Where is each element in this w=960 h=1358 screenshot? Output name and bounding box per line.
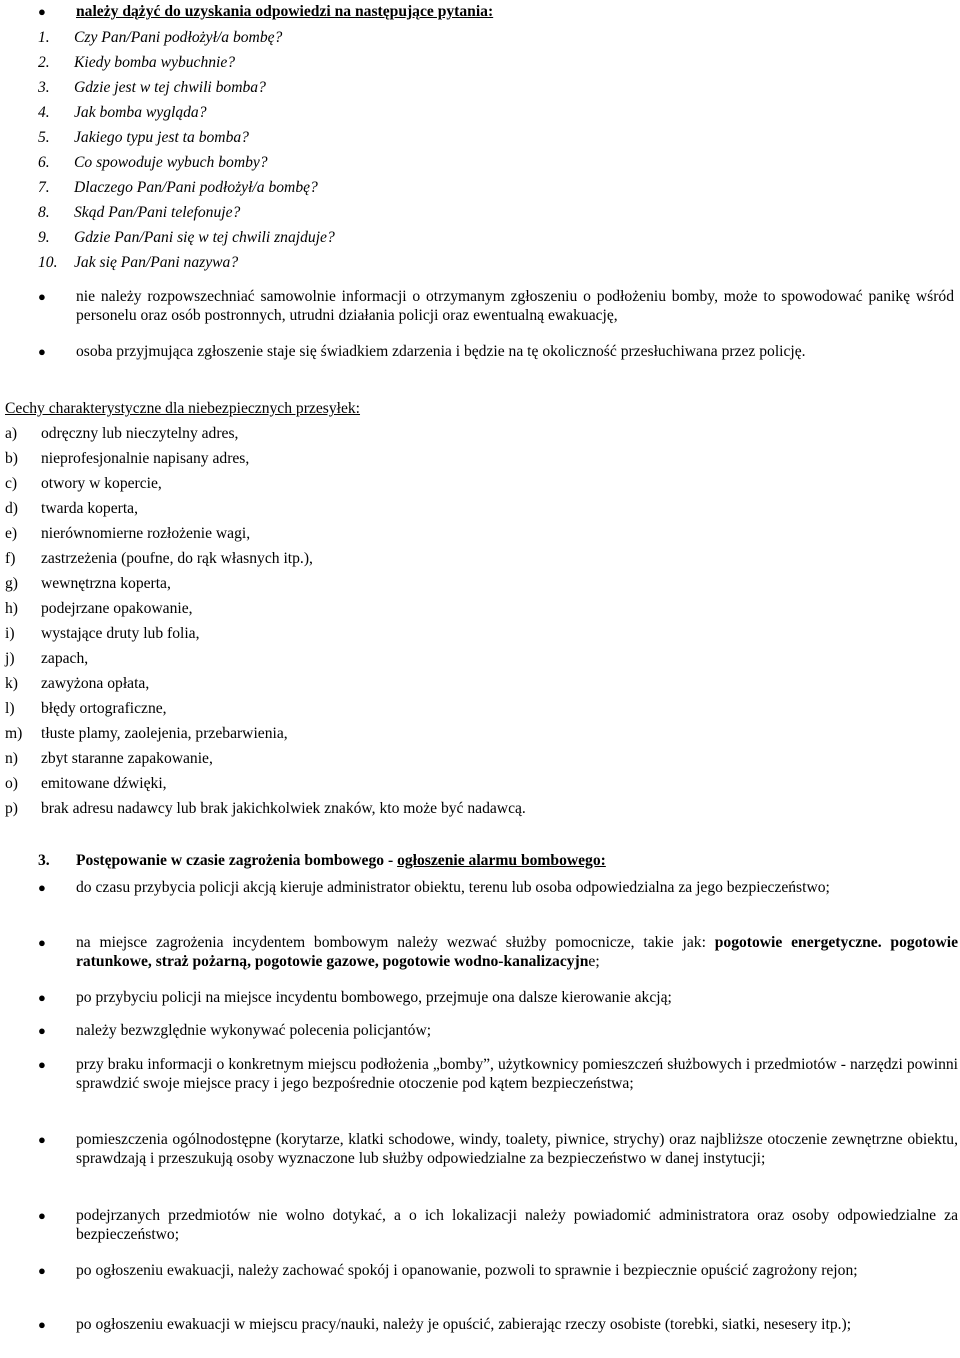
feature-k: k) zawyżona opłata,: [5, 675, 150, 692]
bullet-icon: ●: [38, 1057, 46, 1072]
feature-n: n) zbyt staranne zapakowanie,: [5, 750, 213, 767]
feature-o: o) emitowane dźwięki,: [5, 775, 167, 792]
s3-bullet-7: ● podejrzanych przedmiotów nie wolno dotykać, a o ich lokalizacji należy powiadomić administratora oraz osoby odpowiedzialne za bezpieczeństwo;: [38, 1207, 958, 1243]
s3-bullet-3: ● po przybyciu policji na miejsce incydentu bombowego, przejmuje ona dalsze kierowanie akcją;: [38, 989, 672, 1006]
bullet-icon: ●: [38, 289, 46, 304]
question-1: 1. Czy Pan/Pani podłożył/a bombę?: [38, 29, 283, 46]
question-5: 5. Jakiego typu jest ta bomba?: [38, 129, 249, 146]
bullet-icon: ●: [38, 935, 46, 950]
feature-g: g) wewnętrzna koperta,: [5, 575, 171, 592]
s3-bullet-4: ● należy bezwzględnie wykonywać polecenia policjantów;: [38, 1022, 432, 1039]
question-7: 7. Dlaczego Pan/Pani podłożył/a bombę?: [38, 179, 318, 196]
feature-l: l) błędy ortograficzne,: [5, 700, 167, 717]
question-8: 8. Skąd Pan/Pani telefonuje?: [38, 204, 241, 221]
question-4: 4. Jak bomba wygląda?: [38, 104, 207, 121]
feature-m: m) tłuste plamy, zaolejenia, przebarwienia,: [5, 725, 288, 742]
bullet-icon: ●: [38, 990, 46, 1005]
s3-bullet-2: ● na miejsce zagrożenia incydentem bombowym należy wezwać służby pomocnicze, takie jak: pogotowie energetyczne. pogotowie ratunkowe, straż pożarną, pogotowie gazowe, pogotowie wodno-kanalizacyjne;: [38, 934, 958, 970]
section-title-underlined: ogłoszenie alarmu bombowego:: [397, 852, 606, 869]
bullet-icon: ●: [38, 880, 46, 895]
features-heading: Cechy charakterystyczne dla niebezpiecznych przesyłek:: [5, 400, 361, 417]
feature-f: f) zastrzeżenia (poufne, do rąk własnych itp.),: [5, 550, 313, 567]
bullet-icon: ●: [38, 1263, 46, 1278]
feature-j: j) zapach,: [5, 650, 89, 667]
section-number: 3.: [38, 852, 50, 869]
bullet-icon: ●: [38, 344, 46, 359]
feature-b: b) nieprofesjonalnie napisany adres,: [5, 450, 250, 467]
bullet-icon: ●: [38, 1132, 46, 1147]
feature-p: p) brak adresu nadawcy lub brak jakichkolwiek znaków, kto może być nadawcą.: [5, 800, 526, 817]
question-3: 3. Gdzie jest w tej chwili bomba?: [38, 79, 266, 96]
feature-i: i) wystające druty lub folia,: [5, 625, 200, 642]
feature-c: c) otwory w kopercie,: [5, 475, 162, 492]
s3-bullet-6: ● pomieszczenia ogólnodostępne (korytarze, klatki schodowe, windy, toalety, piwnice, strychy) oraz najbliższe otoczenie zewnętrzne obiektu, sprawdzają i przeszukują osoby wyznaczone lub służby odpowiedzialne za bezpieczeństwo w danej instytucji;: [38, 1131, 958, 1167]
bullet-icon: ●: [38, 1023, 46, 1038]
bullet-icon: ●: [38, 1317, 46, 1332]
call-bullet-1: ● nie należy rozpowszechniać samowolnie informacji o otrzymanym zgłoszeniu o podłożeniu bomby, może to spowodować panikę wśród personelu oraz osób postronnych, utrudni działania policji oraz ewentualną ewakuację,: [38, 288, 954, 324]
s3-bullet-1: ● do czasu przybycia policji akcją kieruje administrator obiektu, terenu lub osoba odpowiedzialna za jego bezpieczeństwo;: [38, 879, 830, 896]
section-3-heading: [38, 851, 606, 870]
feature-d: d) twarda koperta,: [5, 500, 138, 517]
feature-a: a) odręczny lub nieczytelny adres,: [5, 425, 239, 442]
s3-bullet-9: ● po ogłoszeniu ewakuacji w miejscu pracy/nauki, należy je opuścić, zabierając rzeczy osobiste (torebki, siatki, nesesery itp.);: [38, 1316, 852, 1333]
bullet-icon: ●: [38, 4, 46, 19]
call-bullet-2: ● osoba przyjmująca zgłoszenie staje się świadkiem zdarzenia i będzie na tę okoliczność przesłuchiwana przez policję.: [38, 343, 806, 360]
intro-bullet: [38, 2, 938, 21]
question-2: 2. Kiedy bomba wybuchnie?: [38, 54, 236, 71]
feature-e: e) nierównomierne rozłożenie wagi,: [5, 525, 251, 542]
bullet-icon: ●: [38, 1208, 46, 1223]
intro-text: należy dążyć do uzyskania odpowiedzi na następujące pytania:: [76, 3, 494, 20]
s3-bullet-5: ● przy braku informacji o konkretnym miejscu podłożenia „bomby”, użytkownicy pomieszczeń służbowych i przedmiotów - narzędzi powinni sprawdzić swoje miejsce pracy i jego bezpośrednie otoczenie pod kątem bezpieczeństwa;: [38, 1056, 958, 1092]
section-title: Postępowanie w czasie zagrożenia bombowego -: [76, 852, 398, 869]
question-9: 9. Gdzie Pan/Pani się w tej chwili znajduje?: [38, 229, 335, 246]
feature-h: h) podejrzane opakowanie,: [5, 600, 193, 617]
s3-bullet-8: ● po ogłoszeniu ewakuacji, należy zachować spokój i opanowanie, pozwoli to sprawnie i bezpiecznie opuścić zagrożony rejon;: [38, 1262, 858, 1279]
question-10: 10. Jak się Pan/Pani nazywa?: [38, 254, 239, 271]
question-6: 6. Co spowoduje wybuch bomby?: [38, 154, 268, 171]
